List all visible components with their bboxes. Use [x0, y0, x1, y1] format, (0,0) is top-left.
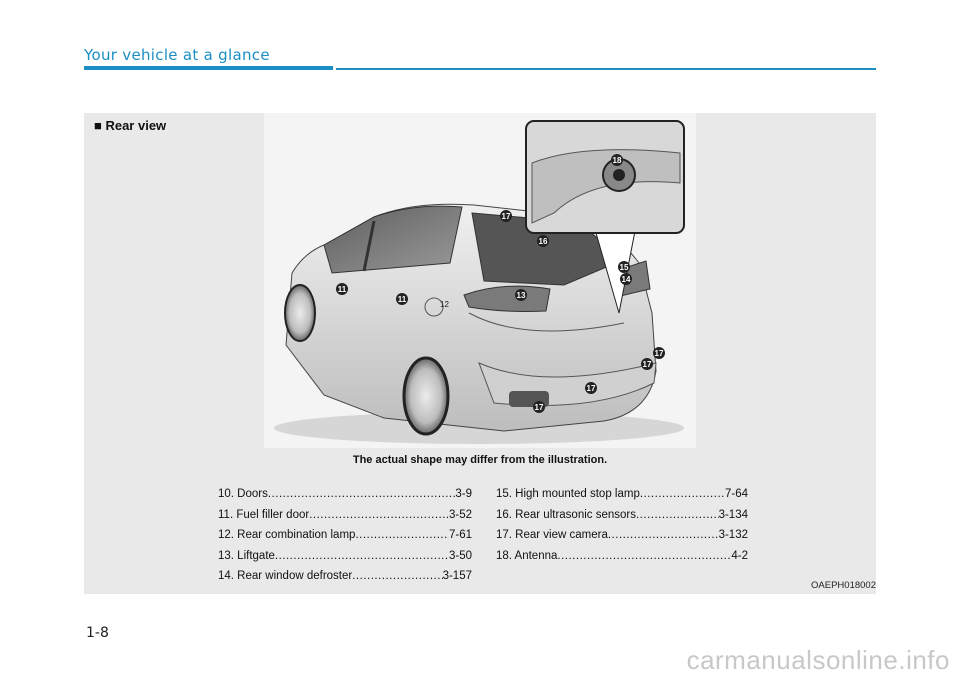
illustration-disclaimer: The actual shape may differ from the illustration.	[352, 454, 608, 466]
front-wheel	[285, 285, 315, 341]
list-item: 12. Rear combination lamp ..... 7-61	[218, 525, 472, 546]
callout-label: 13	[516, 291, 526, 300]
image-code: OAEPH018002	[811, 580, 876, 591]
rear-view-panel	[84, 113, 876, 594]
rear-view-title: ■ Rear view	[94, 118, 167, 133]
list-item: 11. Fuel filler door ..... 3-52	[218, 505, 472, 526]
list-item: 18. Antenna ..... 4-2	[496, 546, 748, 567]
list-item: 15. High mounted stop lamp ..... 7-64	[496, 484, 748, 505]
callout-label: 17	[642, 360, 652, 369]
callout-label: 16	[538, 237, 548, 246]
callout-label: 12	[440, 300, 449, 309]
callout-label: 14	[621, 275, 631, 284]
parts-list-left	[218, 484, 472, 587]
section-header-title: Your vehicle at a glance	[84, 46, 270, 64]
callout-label: 11	[337, 285, 347, 294]
parts-list-right	[496, 484, 748, 566]
list-item: 13. Liftgate ..... 3-50	[218, 546, 472, 567]
callout-label: 17	[586, 384, 596, 393]
list-item: 14. Rear window defroster ..... 3-157	[218, 566, 472, 587]
callout-label: 17	[501, 212, 511, 221]
car-rear-illustration	[264, 113, 696, 448]
callout-label: 18	[612, 156, 622, 165]
rear-view-illustration	[264, 113, 696, 448]
rear-wheel	[404, 358, 448, 434]
list-item: 16. Rear ultrasonic sensors ..... 3-134	[496, 505, 748, 526]
watermark: carmanualsonline.info	[686, 645, 950, 675]
callout-label: 17	[654, 349, 664, 358]
callout-label: 15	[619, 263, 629, 272]
list-item: 17. Rear view camera ..... 3-132	[496, 525, 748, 546]
header-rule-thick	[84, 66, 333, 70]
callout-label: 17	[534, 403, 544, 412]
page-number: 1-8	[86, 625, 109, 641]
header-rule-thin	[336, 68, 876, 70]
list-item: 10. Doors ..... 3-9	[218, 484, 472, 505]
callout-label: 11	[397, 295, 407, 304]
rear-camera-lens	[613, 169, 625, 181]
side-window	[324, 206, 462, 273]
